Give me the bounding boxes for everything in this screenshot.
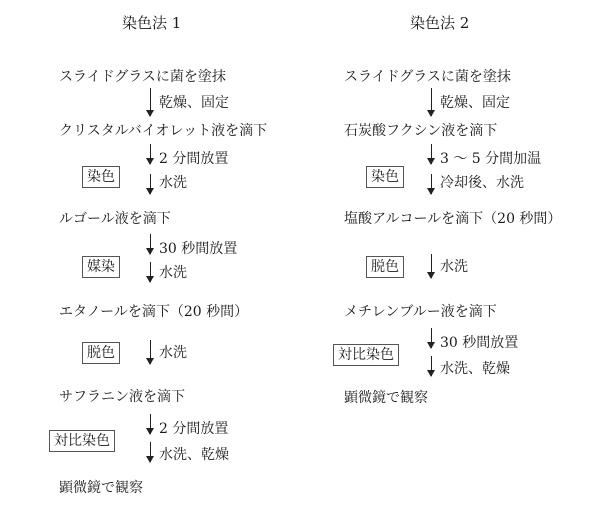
method1-label-mordant: 媒染 [82, 256, 120, 278]
method1-op-wait-2min: 2 分間放置 [159, 421, 229, 437]
method1-op-dry-fix: 乾燥、固定 [159, 95, 229, 111]
down-arrow-icon [150, 442, 151, 462]
method2-op-cool-rinse: 冷却後、水洗 [440, 175, 524, 191]
down-arrow-icon [431, 88, 432, 116]
method1-op-rinse: 水洗 [159, 175, 187, 191]
method2-op-heat: 3 ～ 5 分間加温 [440, 151, 542, 167]
method2-step-smear: スライドグラスに菌を塗抹 [344, 69, 511, 85]
down-arrow-icon [150, 262, 151, 282]
down-arrow-icon [431, 356, 432, 376]
method2-label-decolorize: 脱色 [366, 256, 404, 278]
method2-op-rinse-dry: 水洗、乾燥 [440, 361, 510, 377]
method1-step-microscope: 顕微鏡で観察 [59, 480, 143, 496]
method2-op-rinse: 水洗 [440, 259, 468, 275]
down-arrow-icon [150, 88, 151, 116]
method1-op-wait-2min: 2 分間放置 [159, 151, 229, 167]
down-arrow-icon [150, 414, 151, 434]
method1-step-safranin: サフラニン液を滴下 [59, 389, 185, 405]
method2-op-wait-30s: 30 秒間放置 [440, 335, 519, 351]
down-arrow-icon [431, 328, 432, 348]
method2-step-acid-alcohol: 塩酸アルコールを滴下（20 秒間） [344, 211, 562, 227]
method1-label-counterstain: 対比染色 [49, 430, 115, 452]
method2-step-methylene-blue: メチレンブルー液を滴下 [344, 304, 497, 320]
down-arrow-icon [431, 174, 432, 194]
method1-op-rinse-dry: 水洗、乾燥 [159, 447, 229, 463]
method1-op-rinse: 水洗 [159, 265, 187, 281]
down-arrow-icon [150, 174, 151, 194]
method1-title: 染色法 1 [122, 14, 182, 32]
method1-op-rinse: 水洗 [159, 345, 187, 361]
method1-label-staining: 染色 [82, 166, 120, 188]
method1-op-wait-30s: 30 秒間放置 [159, 241, 238, 257]
method1-label-decolorize: 脱色 [82, 342, 120, 364]
method1-step-ethanol: エタノールを滴下（20 秒間） [59, 304, 249, 320]
method2-label-counterstain: 対比染色 [333, 344, 399, 366]
method1-step-lugol: ルゴール液を滴下 [59, 211, 171, 227]
down-arrow-icon [431, 254, 432, 278]
down-arrow-icon [150, 234, 151, 254]
method2-label-staining: 染色 [366, 166, 404, 188]
down-arrow-icon [150, 340, 151, 364]
method2-step-microscope: 顕微鏡で観察 [344, 390, 428, 406]
down-arrow-icon [431, 144, 432, 164]
down-arrow-icon [150, 144, 151, 164]
method2-step-carbol-fuchsin: 石炭酸フクシン液を滴下 [344, 123, 498, 139]
method2-op-dry-fix: 乾燥、固定 [440, 95, 510, 111]
method2-title: 染色法 2 [410, 14, 470, 32]
method1-step-smear: スライドグラスに菌を塗抹 [59, 69, 226, 85]
method1-step-crystal-violet: クリスタルバイオレット液を滴下 [59, 123, 268, 139]
